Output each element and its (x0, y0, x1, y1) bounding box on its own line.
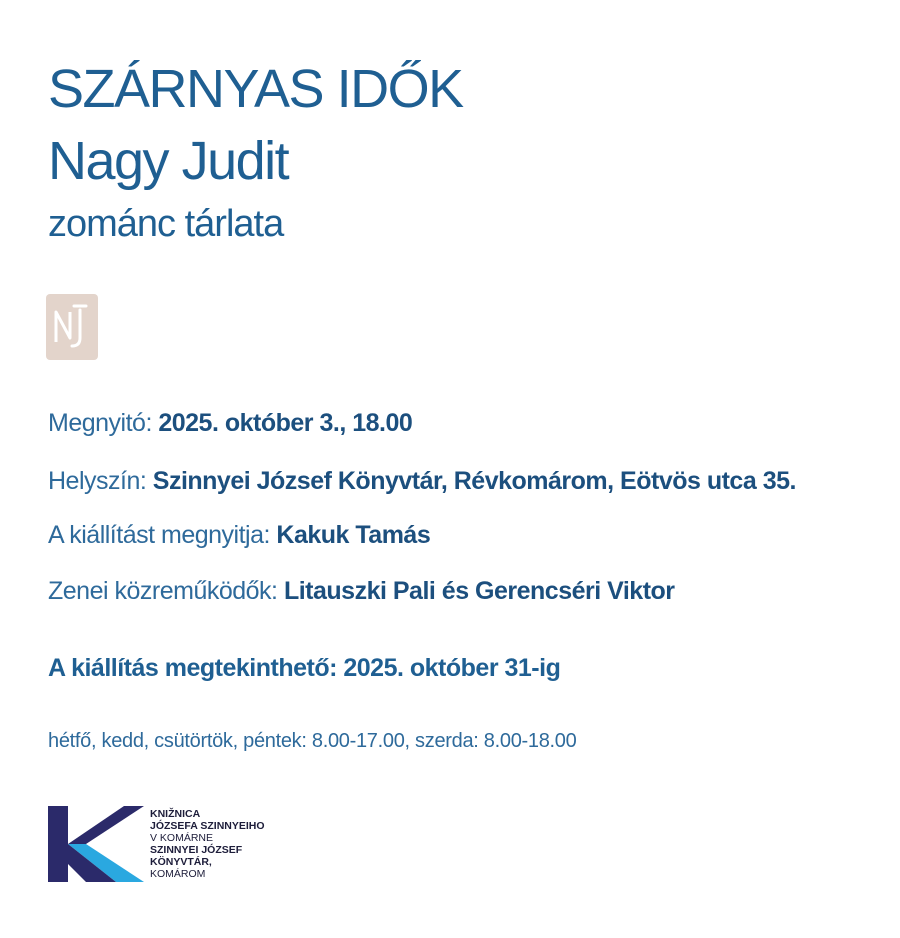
library-line-2: JÓZSEFA SZINNYEIHO (150, 820, 265, 832)
viewing-period: A kiállítás megtekinthető: 2025. október 31-ig (48, 654, 561, 682)
opening-label: Megnyitó: (48, 409, 159, 437)
exhibition-subtitle: zománc tárlata (48, 203, 284, 245)
opening-line (48, 406, 412, 440)
library-line-5: KÖNYVTÁR, (150, 856, 212, 868)
musicians-value: Litauszki Pali és Gerencséri Viktor (283, 577, 675, 605)
opening-value: 2025. október 3., 18.00 (158, 409, 413, 437)
opener-label: A kiállítást megnyitja: (48, 521, 277, 549)
library-line-4: SZINNYEI JÓZSEF (150, 844, 243, 856)
library-line-1: KNIŽNICA (150, 808, 201, 820)
opener-line (48, 518, 430, 552)
exhibition-title: SZÁRNYAS IDŐK (48, 59, 463, 119)
opening-hours: hétfő, kedd, csütörtök, péntek: 8.00-17.00, szerda: 8.00-18.00 (48, 730, 577, 752)
library-name (150, 808, 265, 880)
musicians-label: Zenei közreműködők: (48, 577, 284, 605)
opener-value: Kakuk Tamás (276, 521, 431, 549)
library-line-3: V KOMÁRNE (150, 832, 214, 844)
artist-name: Nagy Judit (48, 131, 289, 191)
venue-line (48, 464, 796, 498)
musicians-line (48, 574, 675, 608)
venue-value: Szinnyei József Könyvtár, Révkomárom, Eötvös utca 35. (152, 467, 796, 495)
library-k-logo (46, 804, 146, 884)
venue-label: Helyszín: (48, 467, 153, 495)
nj-monogram-logo (46, 294, 98, 360)
library-line-6: KOMÁROM (150, 868, 206, 880)
